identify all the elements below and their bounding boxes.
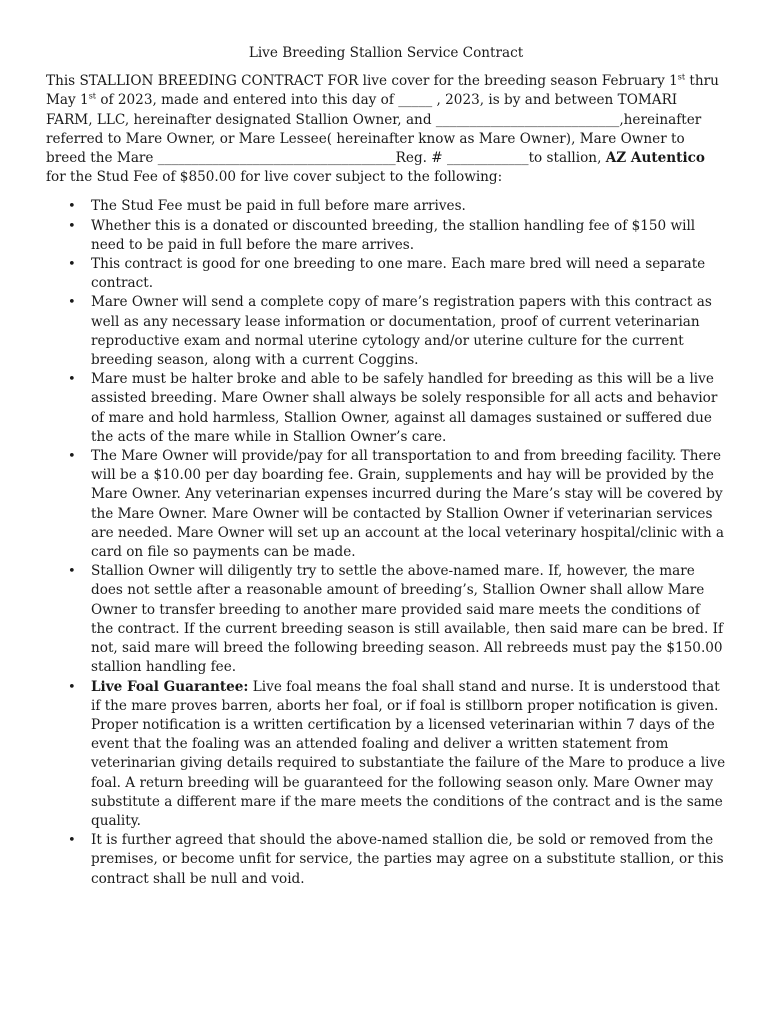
terms-list — [46, 197, 726, 888]
term-item — [46, 370, 726, 447]
stallion-name: AZ Autentico — [605, 150, 705, 167]
intro-text-2: thru May 1 — [46, 73, 719, 109]
contract-page — [46, 44, 726, 889]
document-title: Live Breeding Stallion Service Contract — [248, 45, 524, 61]
term-item — [46, 447, 726, 562]
bullet-icon: • — [68, 372, 76, 388]
intro-text-3: of 2023, made and entered into this day of _____ , 2023, is by and between TOMARI FARM, LLC, hereinafter designated Stallion Owner, and ___________________________,hereinafter referred to Mare Owner, or Mare Lessee( hereinafter know as Mare Owner), Mare Owner to breed the Mare ___________________________________Reg. # ____________to stallion, — [46, 92, 702, 167]
term-item — [46, 217, 726, 255]
bullet-icon: • — [68, 833, 76, 849]
term-item — [46, 562, 726, 677]
bullet-icon: • — [68, 199, 76, 215]
term-text: Whether this is a donated or discounted breeding, the stallion handling fee of $150 will need to be paid in full before the mare arrives. — [91, 217, 696, 253]
bullet-icon: • — [68, 449, 76, 465]
bullet-icon: • — [68, 679, 76, 695]
intro-paragraph — [46, 72, 726, 187]
intro-text-1: This STALLION BREEDING CONTRACT FOR live cover for the breeding season February 1 — [46, 73, 678, 90]
term-text: Mare Owner will send a complete copy of mare’s registration papers with this contract as well as any necessary lease information or documentation, proof of current veterinarian reproductive exam and normal uterine cytology and/or uterine culture for the current breeding season, along with a current Coggins. — [91, 294, 712, 369]
bullet-icon: • — [68, 257, 76, 273]
intro-text-4: for the Stud Fee of $850.00 for live cover subject to the following: — [46, 169, 503, 186]
term-text: It is further agreed that should the above-named stallion die, be sold or removed from the premises, or become unfit for service, the parties may agree on a substitute stallion, or this contract shall be null and void. — [91, 832, 724, 887]
bullet-icon: • — [68, 218, 76, 234]
bullet-icon: • — [68, 295, 76, 311]
term-item — [46, 255, 726, 293]
term-text: Stallion Owner will diligently try to settle the above-named mare. If, however, the mare does not settle after a reasonable amount of breeding’s, Stallion Owner shall allow Mare Owner to transfer breeding to another mare provided said mare meets the conditions of the contract. If the current breeding season is still available, then said mare can be bred. If not, said mare will breed the following breeding season. All rebreeds must pay the $150.00 stallion handling fee. — [91, 563, 724, 676]
term-text: This contract is good for one breeding to one mare. Each mare bred will need a separate contract. — [91, 256, 706, 292]
bullet-icon: • — [68, 564, 76, 580]
term-item — [46, 678, 726, 832]
term-item — [46, 197, 726, 216]
term-text: The Mare Owner will provide/pay for all transportation to and from breeding facility. There will be a $10.00 per day boarding fee. Grain, supplements and hay will be provided by the Mare Owner. Any veterinarian expenses incurred during the Mare’s stay will be covered by the Mare Owner. Mare Owner will be contacted by Stallion Owner if veterinarian services are needed. Mare Owner will set up an account at the local veterinary hospital/clinic with a card on file so payments can be made. — [91, 448, 725, 561]
ordinal-suffix-1: st — [677, 72, 686, 82]
ordinal-suffix-2: st — [88, 91, 97, 101]
term-heading: Live Foal Guarantee: — [91, 678, 249, 695]
term-text: The Stud Fee must be paid in full before mare arrives. — [91, 198, 466, 215]
term-item — [46, 831, 726, 889]
term-text: Mare must be halter broke and able to be safely handled for breeding as this will be a live assisted breeding. Mare Owner shall always be solely responsible for all acts and behavior of mare and hold harmless, Stallion Owner, against all damages sustained or suffered due the acts of the mare while in Stallion Owner’s care. — [91, 371, 718, 445]
term-text: Live foal means the foal shall stand and nurse. It is understood that if the mare proves barren, aborts her foal, or if foal is stillborn proper notification is given. Proper notification is a written certification by a licensed veterinarian within 7 days of the event that the foaling was an attended foaling and deliver a written statement from veterinarian giving details required to substantiate the failure of the Mare to produce a live foal. A return breeding will be guaranteed for the following season only. Mare Owner may substitute a different mare if the mare meets the conditions of the contract and is the same quality. — [91, 678, 726, 829]
term-item — [46, 293, 726, 370]
